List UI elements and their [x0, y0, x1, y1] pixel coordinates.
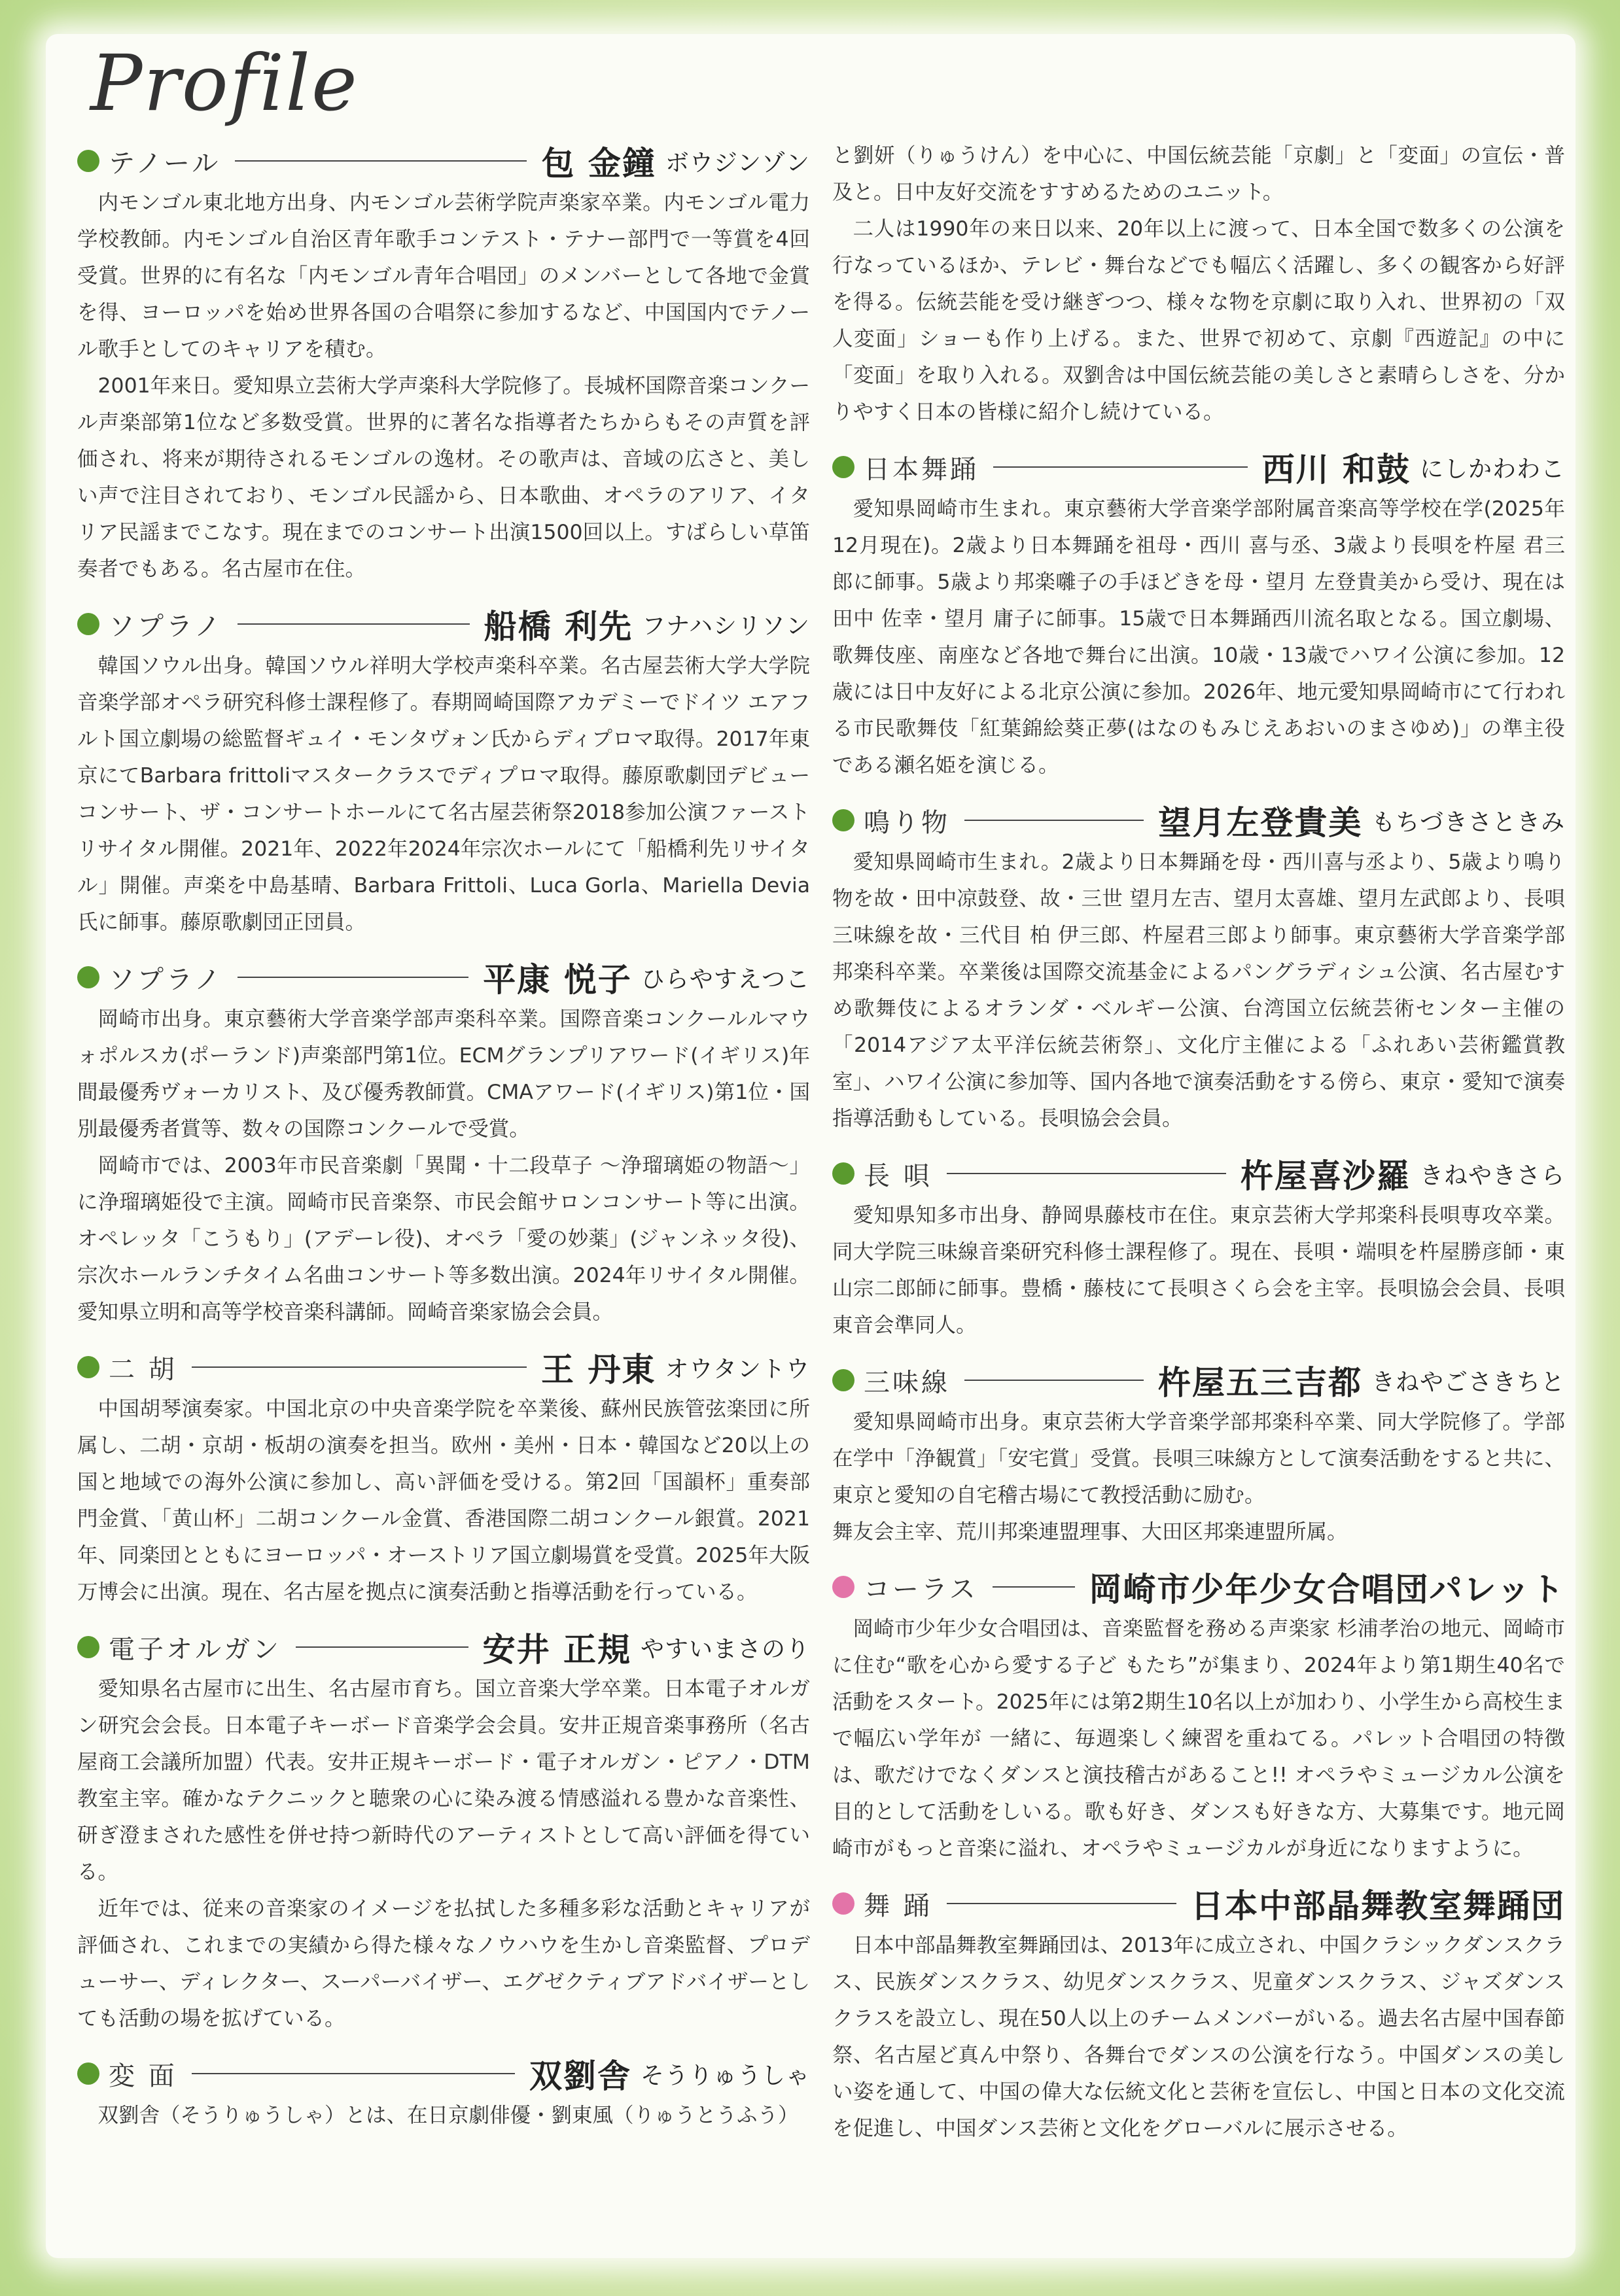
paragraph: 二人は1990年の来日以来、20年以上に渡って、日本全国で数多くの公演を行なっているほか、テレビ・舞台などでも幅広く活躍し、多くの観客から好評を得る。伝統芸能を受け継ぎつつ、様々な物を京劇に取り入れ、世界初の「双人変面」ショーも作り上げる。また、世界で初めて、京劇『西遊記』の中に「変面」を取り入れる。双劉舎は中国伝統芸能の美しさと素晴らしさを、分かりやすく日本の皆様に紹介し続けている。 — [832, 217, 1565, 424]
profile-header — [832, 1150, 1565, 1197]
profile-body — [832, 1927, 1565, 2147]
category-label: 長 唄 — [864, 1160, 932, 1191]
profile-section — [832, 1357, 1565, 1550]
bullet-icon — [832, 1892, 854, 1915]
performer-reading: もちづきさときみ — [1371, 809, 1565, 836]
paragraph: 近年では、従来の音楽家のイメージを払拭した多種多彩な活動とキャリアが評価され、これまでの実績から得た様々なノウハウを生かし音楽監督、プロデューサー、ディレクター、スーパーバイザー、エグゼクティブアドバイザーとしても活動の場を拡げている。 — [77, 1897, 810, 2030]
divider-line — [993, 1586, 1075, 1588]
category-label: ソプラノ — [109, 611, 223, 642]
performer-reading: フナハシリソン — [642, 612, 810, 640]
profile-header — [832, 1357, 1565, 1404]
profile-header — [832, 444, 1565, 491]
profile-body — [832, 844, 1565, 1137]
performer-name: 安井 正規 — [482, 1630, 631, 1669]
paragraph: 内モンゴル東北地方出身、内モンゴル芸術学院声楽家卒業。内モンゴル電力学校教師。内モンゴル自治区青年歌手コンテスト・テナー部門で一等賞を4回受賞。世界的に有名な「内モンゴル青年合唱団」のメンバーとして各地で金賞を得、ヨーロッパを始め世界各国の合唱祭に参加するなど、中国国内でテノール歌手としてのキャリアを積む。 — [77, 191, 810, 361]
bullet-icon — [77, 613, 99, 635]
divider-line — [238, 977, 468, 978]
profile-section — [77, 2050, 810, 2134]
bullet-icon — [77, 966, 99, 988]
profile-header — [77, 137, 810, 184]
profile-section — [77, 954, 810, 1331]
profile-body — [77, 648, 810, 941]
paragraph: 韓国ソウル出身。韓国ソウル祥明大学校声楽科卒業。名古屋芸術大学大学院音楽学部オペラ研究科修士課程修了。春期岡崎国際アカデミーでドイツ エアフルト国立劇場の総監督ギュイ・モンタヴォン氏からディプロマ取得。2017年東京にてBarbara frittoliマスタークラスでディプロマ取得。藤原歌劇団デビューコンサート、ザ・コンサートホールにて名古屋芸術祭2018参加公演ファーストリサイタル開催。2021年、2022年2024年宗次ホールにて「船橋利先リサイタル」開催。声楽を中島基晴、Barbara Frittoli、Luca Gorla、Mariella Devia氏に師事。藤原歌劇団正団員。 — [77, 654, 810, 934]
profile-header — [77, 600, 810, 648]
performer-reading: ボウジンゾン — [665, 149, 810, 177]
performer-name: 西川 和鼓 — [1261, 450, 1411, 489]
profile-header — [832, 797, 1565, 844]
category-label: 舞 踊 — [864, 1890, 932, 1921]
paragraph: 2001年来日。愛知県立芸術大学声楽科大学院修了。長城杯国際音楽コンクール声楽部第1位など多数受賞。世界的に著名な指導者たちからもその声質を評価され、将来が期待されるモンゴルの逸材。その歌声は、音域の広さと、美しい声で注目されており、モンゴル民謡から、日本歌曲、オペラのアリア、イタリア民謡までこなす。現在までのコンサート出演1500回以上。すばらしい草笛奏者でもある。名古屋市在住。 — [77, 374, 810, 581]
bullet-icon — [832, 1369, 854, 1391]
divider-line — [993, 466, 1248, 468]
paragraph: 岡崎市出身。東京藝術大学音楽学部声楽科卒業。国際音楽コンクールルマウォポルスカ(ポーランド)声楽部門第1位。ECMグランプリアワード(イギリス)年間最優秀ヴォーカリスト、及び優秀教師賞。CMAアワード(イギリス)第1位・国別最優秀者賞等、数々の国際コンクールで受賞。 — [77, 1007, 810, 1141]
bullet-icon — [832, 1576, 854, 1598]
paragraph: 日本中部晶舞教室舞踊団は、2013年に成立され、中国クラシックダンスクラス、民族ダンスクラス、幼児ダンスクラス、児童ダンスクラス、ジャズダンスクラスを設立し、現在50人以上のチームメンバーがいる。過去名古屋中国春節祭、名古屋ど真ん中祭り、各舞台でダンスの公演を行なう。中国ダンスの美しい姿を通して、中国の偉大な伝統文化と芸術を宣伝し、中国と日本の文化交流を促進し、中国ダンス芸術と文化をグローバルに展示させる。 — [832, 1934, 1565, 2140]
performer-name: 杵屋五三吉都 — [1157, 1363, 1362, 1402]
category-label: ソプラノ — [109, 964, 223, 995]
bullet-icon — [832, 1162, 854, 1185]
profile-section — [832, 1150, 1565, 1344]
performer-reading: きねやごさきちと — [1371, 1368, 1565, 1396]
profile-body — [77, 2097, 810, 2134]
performer-name: 包 金鐘 — [541, 144, 656, 183]
category-label: 日本舞踊 — [864, 454, 979, 485]
paragraph: 岡崎市少年少女合唱団は、音楽監督を務める声楽家 杉浦孝治の地元、岡崎市に住む“歌を心から愛する子ど もたち”が集まり、2024年より第1期生40名で活動をスタート。2025年には第2期生10名以上が加わり、小学生から高校生まで幅広い学年が 一緒に、毎週楽しく練習を重ねてる。パレット合唱団の特徴は、歌だけでなくダンスと演技稽古があること!! オペラやミュージカル公演を目的として活動をしいる。歌も好き、ダンスも好きな方、大募集です。地元岡崎市がもっと音楽に溢れ、オペラやミュージカルが身近になりますように。 — [832, 1617, 1565, 1860]
paragraph: 岡崎市では、2003年市民音楽劇「異聞・十二段草子 〜浄瑠璃姫の物語〜」に浄瑠璃姫役で主演。岡崎市民音楽祭、市民会館サロンコンサート等に出演。オペレッタ「こうもり」(アデーレ役)、オペラ「愛の妙薬」(ジャンネッタ役)、宗次ホールランチタイム名曲コンサート等多数出演。2024年リサイタル開催。愛知県立明和高等学校音楽科講師。岡崎音楽家協会会員。 — [77, 1154, 810, 1324]
paragraph: 愛知県名古屋市に出生、名古屋市育ち。国立音楽大学卒業。日本電子オルガン研究会会長。日本電子キーボード音楽学会会員。安井正規音楽事務所（名古屋商工会議所加盟）代表。安井正規キーボード・電子オルガン・ピアノ・DTM教室主宰。確かなテクニックと聴衆の心に染み渡る情感溢れる豊かな音楽性、研ぎ澄まされた感性を併せ持つ新時代のアーティストとして高い評価を得ている。 — [77, 1677, 810, 1884]
profile-body — [832, 1404, 1565, 1550]
performer-name: 日本中部晶舞教室舞踊団 — [1191, 1887, 1565, 1925]
profile-body — [832, 1197, 1565, 1344]
divider-line — [235, 160, 527, 162]
profile-section — [77, 1624, 810, 2037]
category-label: コーラス — [864, 1574, 978, 1605]
profile-section — [77, 1344, 810, 1610]
performer-name: 双劉舎 — [529, 2057, 631, 2095]
divider-line — [964, 1380, 1144, 1381]
paragraph: と劉妍（りゅうけん）を中心に、中国伝統芸能「京劇」と「変面」の宣伝・普及と。日中友好交流をすすめるためのユニット。 — [832, 144, 1565, 204]
divider-line — [192, 1366, 527, 1368]
profile-body — [77, 1671, 810, 2037]
divider-line — [964, 820, 1144, 821]
category-label: 鳴り物 — [864, 807, 950, 838]
category-label: 二 胡 — [109, 1354, 177, 1385]
paragraph: 愛知県知多市出身、静岡県藤枝市在住。東京芸術大学邦楽科長唄専攻卒業。同大学院三味線音楽研究科修士課程修了。現在、長唄・端唄を杵屋勝彦師・東山宗二郎師に師事。豊橋・藤枝にて長唄さくら会を主宰。長唄協会会員、長唄東音会準同人。 — [832, 1204, 1565, 1337]
category-label: 電子オルガン — [109, 1634, 281, 1665]
profile-body — [77, 1001, 810, 1331]
category-label: 三味線 — [864, 1367, 950, 1398]
bullet-icon — [77, 1356, 99, 1378]
profile-header — [77, 1624, 810, 1671]
profile-body — [77, 1391, 810, 1610]
profile-section — [832, 1563, 1565, 1867]
performer-name: 杵屋喜沙羅 — [1240, 1157, 1411, 1195]
performer-reading: オウタントウ — [665, 1355, 810, 1383]
profile-body — [832, 1610, 1565, 1867]
page-title: Profile — [90, 38, 359, 128]
divider-line — [238, 623, 470, 625]
performer-name: 船橋 利先 — [484, 607, 633, 646]
performer-name: 岡崎市少年少女合唱団パレット — [1089, 1570, 1565, 1609]
profile-body — [832, 491, 1565, 784]
bullet-icon — [77, 150, 99, 172]
profile-header — [77, 2050, 810, 2097]
divider-line — [192, 2073, 515, 2074]
performer-name: 王 丹東 — [540, 1350, 656, 1389]
profile-body — [77, 184, 810, 587]
profile-header — [832, 1880, 1565, 1927]
performer-reading: そうりゅうしゃ — [640, 2062, 810, 2089]
profile-section — [77, 600, 810, 941]
performer-reading: やすいまさのり — [640, 1635, 810, 1663]
performer-name: 平康 悦子 — [483, 960, 632, 999]
profile-continuation — [832, 137, 1565, 430]
left-column — [77, 137, 810, 2147]
performer-reading: きねやきさら — [1419, 1162, 1565, 1189]
paragraph: 愛知県岡崎市生まれ。東京藝術大学音楽学部附属音楽高等学校在学(2025年12月現在)。2歳より日本舞踊を祖母・西川 喜与丞、3歳より長唄を杵屋 君三郎に師事。5歳より邦楽囃子の手ほどきを母・望月 左登貴美から受け、現在は田中 佐幸・望月 庸子に師事。15歳で日本舞踊西川流名取となる。国立劇場、歌舞伎座、南座など各地で舞台に出演。10歳・13歳でハワイ公演に参加。12歳には日中友好による北京公演に参加。2026年、地元愛知県岡崎市にて行われる市民歌舞伎「紅葉錦絵葵正夢(はなのもみじえあおいのまさゆめ)」の準主役である瀬名姫を演じる。 — [832, 497, 1565, 777]
bullet-icon — [832, 809, 854, 831]
bullet-icon — [77, 1636, 99, 1658]
right-column — [832, 137, 1565, 2160]
bullet-icon — [77, 2062, 99, 2085]
paragraph: 愛知県岡崎市生まれ。2歳より日本舞踊を母・西川喜与丞より、5歳より鳴り物を故・田中凉鼓登、故・三世 望月左吉、望月太喜雄、望月左武郎より、長唄三味線を故・三代目 柏 伊三郎、杵屋君三郎より師事。東京藝術大学音楽学部邦楽科卒業。卒業後は国際交流基金によるパングラディシュ公演、名古屋むすめ歌舞伎によるオランダ・ベルギー公演、台湾国立伝統芸術センター主催の「2014アジア太平洋伝統芸術祭」、文化庁主催による「ふれあい芸術鑑賞教室」、ハワイ公演に参加等、国内各地で演奏活動をする傍ら、東京・愛知で演奏指導活動もしている。長唄協会会員。 — [832, 850, 1565, 1130]
profile-header — [832, 1563, 1565, 1610]
profile-header — [77, 1344, 810, 1391]
divider-line — [947, 1173, 1226, 1174]
paragraph: 舞友会主宰、荒川邦楽連盟理事、大田区邦楽連盟所属。 — [832, 1520, 1348, 1544]
bullet-icon — [832, 456, 854, 478]
profile-section — [77, 137, 810, 587]
divider-line — [296, 1646, 468, 1648]
category-label: 変 面 — [109, 2061, 177, 2091]
divider-line — [947, 1903, 1176, 1904]
category-label: テノール — [109, 148, 221, 179]
profile-section — [832, 444, 1565, 784]
profile-section — [832, 797, 1565, 1137]
profile-header — [77, 954, 810, 1001]
paragraph: 双劉舎（そうりゅうしゃ）とは、在日京劇俳優・劉東風（りゅうとうふう） — [97, 2104, 799, 2127]
performer-name: 望月左登貴美 — [1158, 803, 1363, 842]
paragraph: 愛知県岡崎市出身。東京芸術大学音楽学部邦楽科卒業、同大学院修了。学部在学中「浄観賞」「安宅賞」受賞。長唄三味線方として演奏活動をすると共に、東京と愛知の自宅稽古場にて教授活動に励む。 — [832, 1410, 1565, 1507]
paragraph: 中国胡琴演奏家。中国北京の中央音楽学院を卒業後、蘇州民族管弦楽団に所属し、二胡・京胡・板胡の演奏を担当。欧州・美州・日本・韓国など20以上の国と地域での海外公演に参加し、高い評価を受ける。第2回「国韻杯」重奏部門金賞、「黄山杯」二胡コンクール金賞、香港国際二胡コンクール銀賞。2021年、同楽団とともにヨーロッパ・オーストリア国立劇場賞を受賞。2025年大阪万博会に出演。現在、名古屋を拠点に演奏活動と指導活動を行っている。 — [77, 1397, 810, 1604]
profile-section — [832, 1880, 1565, 2147]
performer-reading: にしかわわこ — [1419, 455, 1565, 483]
performer-reading: ひらやすえつこ — [641, 965, 810, 993]
profile-body — [832, 137, 1565, 430]
